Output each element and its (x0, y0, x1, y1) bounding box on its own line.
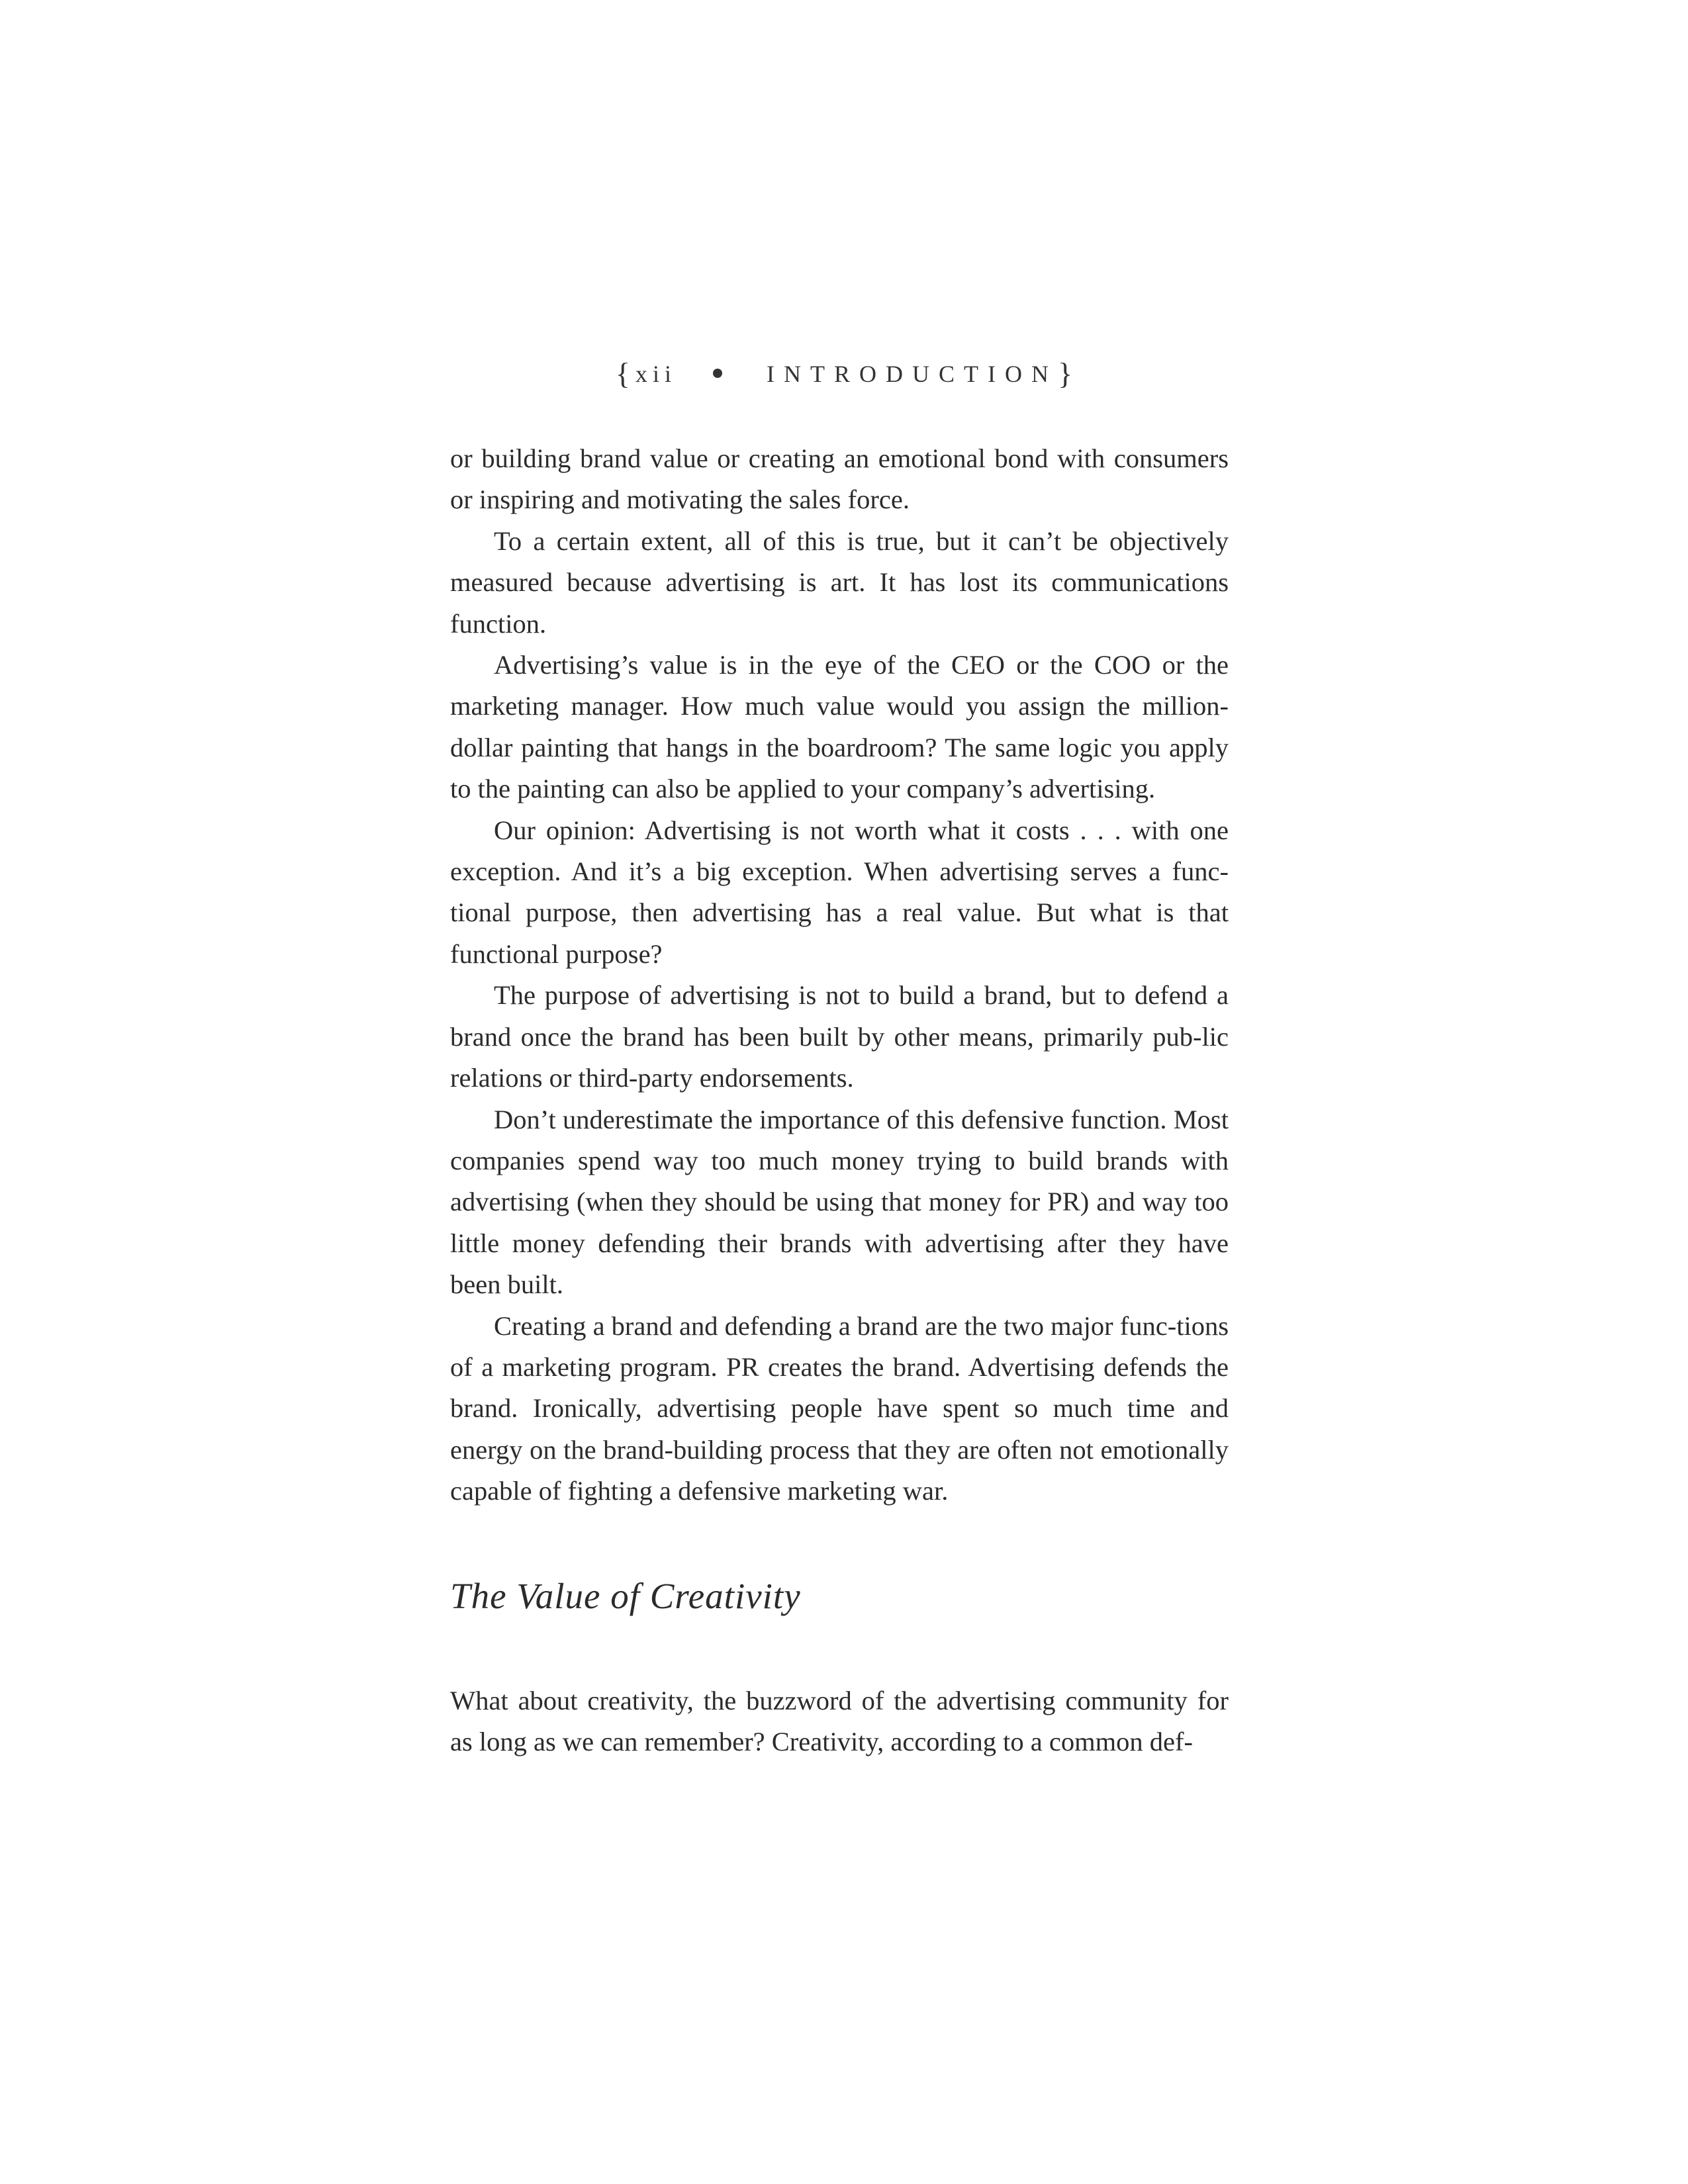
paragraph: Creating a brand and defending a brand are the two major func-tions of a marketing program. PR creates the brand. Advertising defends the brand. Ironically, advertising people have spent so much time and energy on the brand-building process that they are often not emotionally capable of fighting a defensive marketing war. (450, 1310, 1229, 1506)
body-text (450, 438, 1229, 1762)
running-head (0, 356, 1688, 391)
section-heading: The Value of Creativity (450, 1575, 801, 1616)
paragraph: The purpose of advertising is not to build a brand, but to defend a brand once the brand has been built by other means, primarily pub-lic relations or third-party endorsements. (450, 980, 1229, 1093)
open-brace: { (615, 357, 630, 390)
bullet-separator-icon (713, 369, 722, 378)
paragraph: To a certain extent, all of this is true, but it can’t be objectively measured because advertising is art. It has lost its communications function. (450, 525, 1229, 639)
paragraph: Advertising’s value is in the eye of the CEO or the COO or the marketing manager. How much value would you assign the million-dollar painting that hangs in the boardroom? The same logic you apply to the painting can also be applied to your company’s advertising. (450, 650, 1229, 804)
paragraph: Our opinion: Advertising is not worth what it costs . . . with one exception. And it’s a big exception. When advertising serves a func-tional purpose, then advertising has a real value. But what is that functional purpose? (450, 815, 1229, 969)
paragraph: What about creativity, the buzzword of the advertising community for as long as we can remember? Creativity, according to a common def- (450, 1685, 1229, 1756)
paragraph: Don’t underestimate the importance of this defensive function. Most companies spend way too much money trying to build brands with advertising (when they should be using that money for PR) and way too little money defending their brands with advertising after they have been built. (450, 1104, 1229, 1300)
paragraph: or building brand value or creating an emotional bond with consumers or inspiring and motivating the sales force. (450, 443, 1229, 515)
close-brace: } (1057, 357, 1073, 390)
page-number: xii (635, 361, 677, 387)
chapter-title: INTRODUCTION (767, 361, 1058, 387)
